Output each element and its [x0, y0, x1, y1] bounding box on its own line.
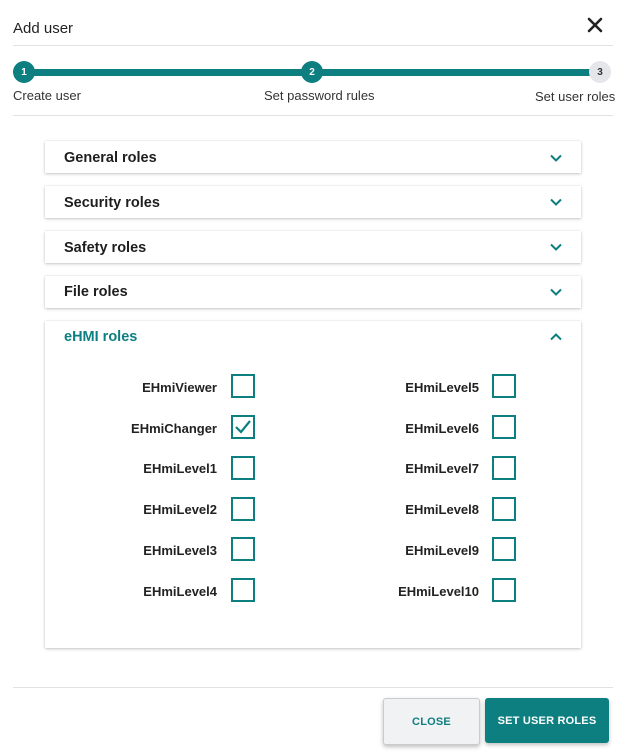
role-label-ehmilevel5: EHmiLevel5 — [405, 380, 479, 395]
step-1-label: Create user — [13, 88, 81, 103]
checkbox-ehmichanger[interactable] — [231, 415, 255, 439]
role-label-ehmilevel4: EHmiLevel4 — [143, 584, 217, 599]
step-2-circle: 2 — [301, 61, 323, 83]
header-divider — [13, 45, 613, 46]
role-label-ehmilevel3: EHmiLevel3 — [143, 543, 217, 558]
step-1-circle: 1 — [13, 61, 35, 83]
set-user-roles-button[interactable]: SET USER ROLES — [485, 698, 609, 743]
role-label-ehmichanger: EHmiChanger — [131, 421, 217, 436]
step-3-label: Set user roles — [535, 89, 616, 104]
step-3-circle: 3 — [589, 61, 611, 83]
chevron-down-icon[interactable] — [549, 195, 563, 209]
checkbox-ehmilevel4[interactable] — [231, 578, 255, 602]
section-security-roles[interactable] — [45, 186, 581, 218]
role-label-ehmiviewer: EHmiViewer — [142, 380, 217, 395]
chevron-down-icon[interactable] — [549, 285, 563, 299]
section-ehmi-roles — [45, 321, 581, 648]
checkbox-ehmilevel10[interactable] — [492, 578, 516, 602]
footer-divider — [13, 687, 613, 688]
checkbox-ehmilevel8[interactable] — [492, 497, 516, 521]
step-2-label: Set password rules — [264, 88, 375, 103]
chevron-up-icon[interactable] — [549, 330, 563, 344]
section-safety-roles[interactable] — [45, 231, 581, 263]
role-label-ehmilevel10: EHmiLevel10 — [398, 584, 479, 599]
checkbox-ehmilevel5[interactable] — [492, 374, 516, 398]
checkbox-ehmilevel1[interactable] — [231, 456, 255, 480]
stepper-divider — [13, 115, 613, 116]
close-icon[interactable] — [584, 14, 606, 36]
checkbox-ehmiviewer[interactable] — [231, 374, 255, 398]
section-title: General roles — [64, 150, 157, 166]
role-label-ehmilevel6: EHmiLevel6 — [405, 421, 479, 436]
section-title: Security roles — [64, 195, 160, 211]
section-general-roles[interactable] — [45, 141, 581, 173]
checkbox-ehmilevel3[interactable] — [231, 537, 255, 561]
role-label-ehmilevel2: EHmiLevel2 — [143, 502, 217, 517]
role-label-ehmilevel9: EHmiLevel9 — [405, 543, 479, 558]
checkmark-icon — [233, 417, 253, 437]
dialog-title: Add user — [13, 20, 74, 37]
checkbox-ehmilevel6[interactable] — [492, 415, 516, 439]
section-file-roles[interactable] — [45, 276, 581, 308]
chevron-down-icon[interactable] — [549, 240, 563, 254]
close-button[interactable]: CLOSE — [383, 698, 480, 745]
chevron-down-icon[interactable] — [549, 151, 563, 165]
checkbox-ehmilevel7[interactable] — [492, 456, 516, 480]
section-title: File roles — [64, 284, 128, 300]
section-title[interactable]: eHMI roles — [64, 329, 138, 345]
section-title: Safety roles — [64, 240, 147, 256]
role-label-ehmilevel7: EHmiLevel7 — [405, 461, 479, 476]
role-label-ehmilevel8: EHmiLevel8 — [405, 502, 479, 517]
checkbox-ehmilevel9[interactable] — [492, 537, 516, 561]
checkbox-ehmilevel2[interactable] — [231, 497, 255, 521]
role-label-ehmilevel1: EHmiLevel1 — [143, 461, 217, 476]
